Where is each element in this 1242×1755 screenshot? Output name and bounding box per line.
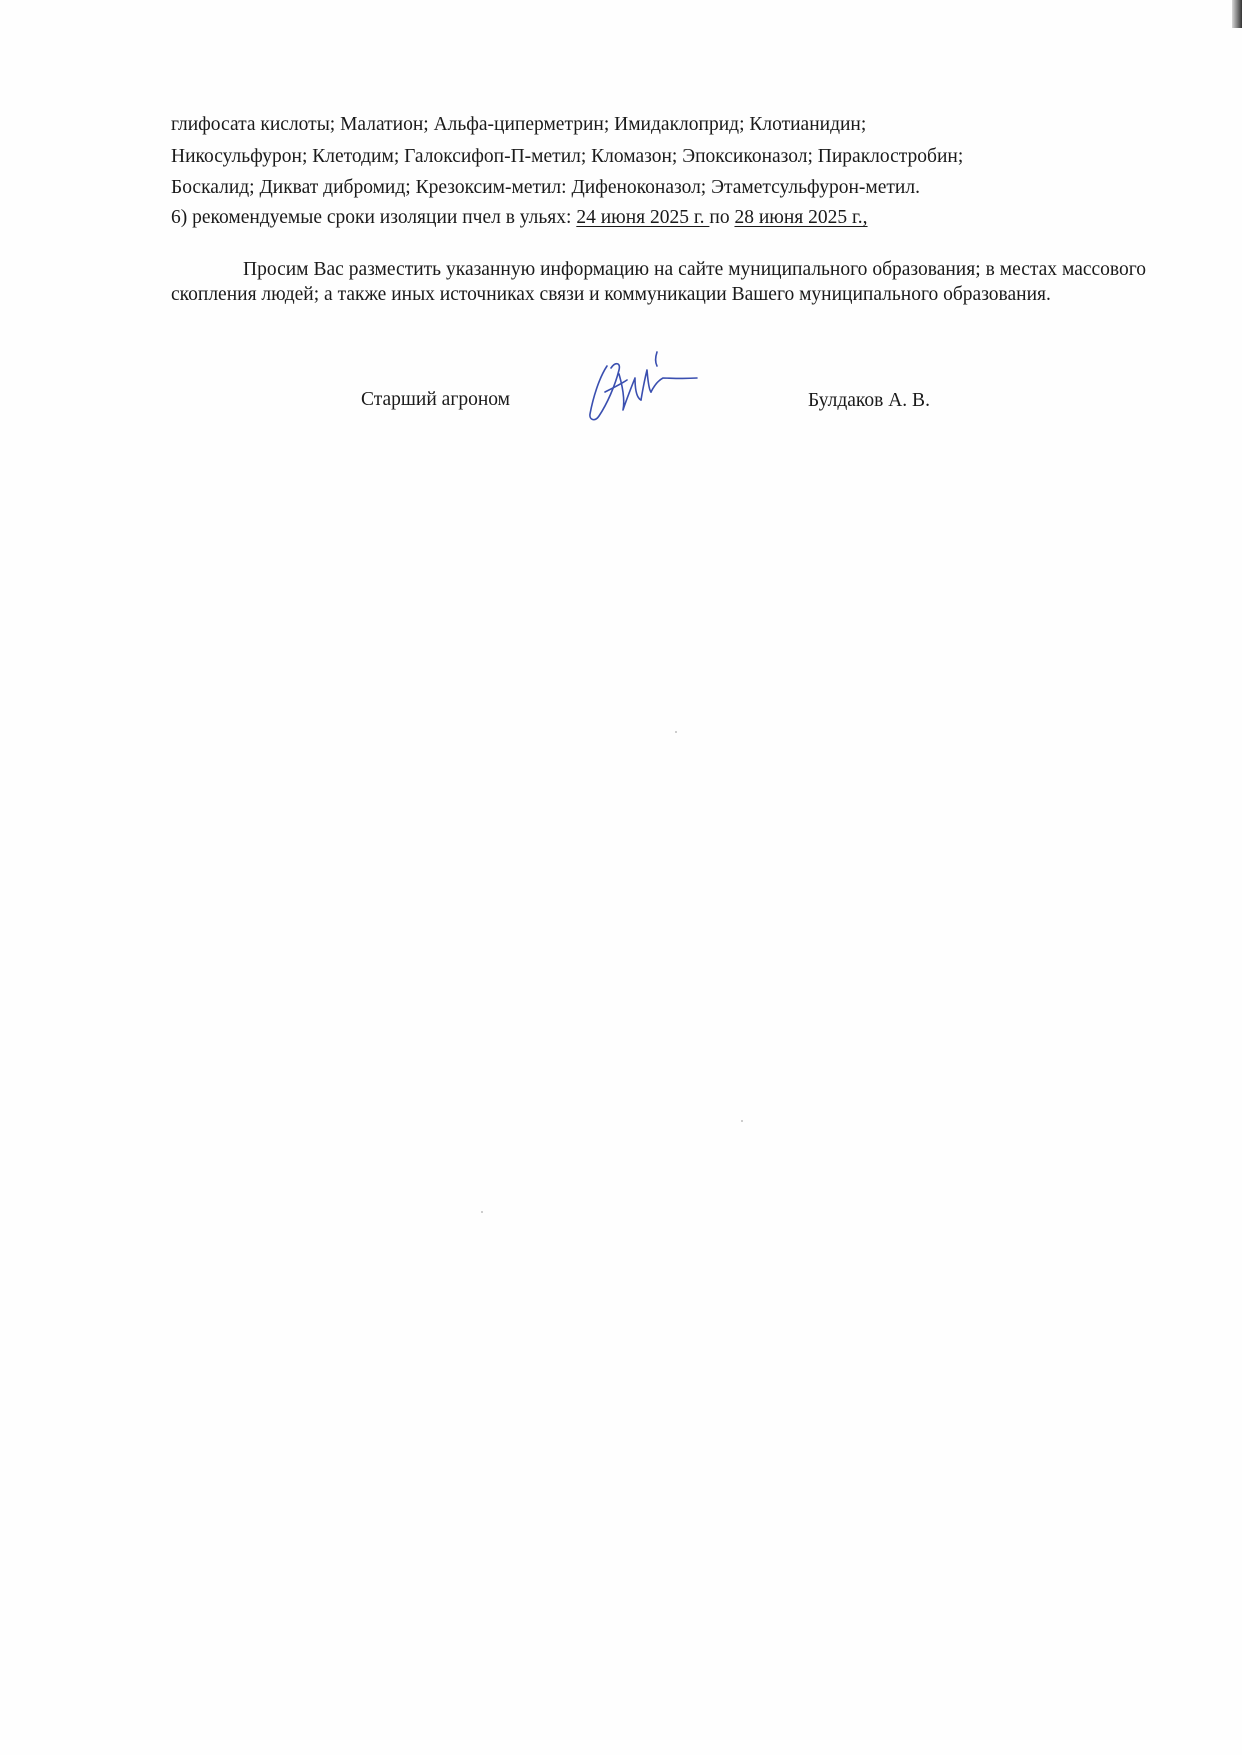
list-continuation-line-2: Никосульфурон; Клетодим; Галоксифоп-П-метил; Кломазон; Эпоксиконазол; Пираклостробин; (171, 146, 964, 167)
isolation-date-to: 28 июня 2025 г., (734, 207, 868, 228)
request-paragraph: Просим Вас разместить указанную информацию на сайте муниципального образования; в местах массового скопления людей; а также иных источниках связи и коммуникации Вашего муниципального образования. (171, 259, 1146, 305)
isolation-period-connector: по (709, 207, 735, 228)
isolation-period-item (171, 204, 868, 232)
scan-edge (1232, 0, 1242, 28)
list-continuation-line-1: глифосата кислоты; Малатион; Альфа-циперметрин; Имидаклоприд; Клотианидин; (171, 114, 867, 135)
isolation-period-prefix: 6) рекомендуемые сроки изоляции пчел в ульях: (171, 207, 577, 228)
isolation-date-from: 24 июня 2025 г. (576, 207, 710, 228)
handwritten-signature (585, 348, 705, 428)
scan-speck (675, 731, 677, 733)
list-continuation-line-3: Боскалид; Дикват дибромид; Крезоксим-метил: Дифеноконазол; Этаметсульфурон-метил. (171, 177, 920, 198)
signer-position: Старший агроном (361, 389, 510, 410)
scan-speck (481, 1211, 483, 1213)
scan-speck (741, 1120, 743, 1122)
signer-name: Булдаков А. В. (808, 390, 930, 411)
